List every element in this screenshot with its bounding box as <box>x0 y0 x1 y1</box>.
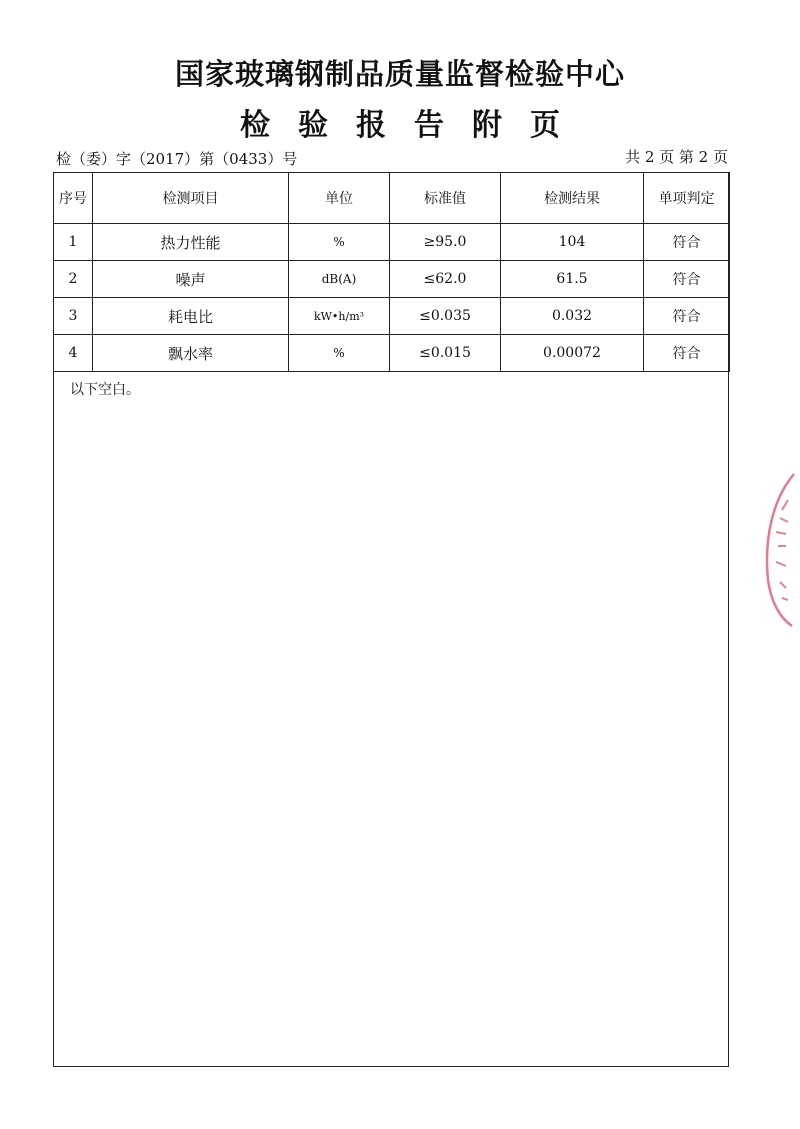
table-row <box>54 298 730 335</box>
report-subtitle: 检验报告附页 <box>240 108 588 143</box>
table-row <box>54 261 730 298</box>
report-number: 检（委）字（2017）第（0433）号 <box>56 150 298 168</box>
cell-unit: % <box>289 335 390 372</box>
col-header-no: 序号 <box>54 173 93 224</box>
col-header-standard: 标准值 <box>390 173 501 224</box>
cell-verdict: 符合 <box>644 224 730 261</box>
blank-below-note: 以下空白。 <box>70 382 140 398</box>
cell-no: 4 <box>54 335 93 372</box>
seal-stamp-icon <box>758 470 798 630</box>
cell-result: 104 <box>501 224 644 261</box>
cell-result: 0.032 <box>501 298 644 335</box>
cell-unit: kW•h/m³ <box>289 298 390 335</box>
cell-standard: ≤62.0 <box>390 261 501 298</box>
table-row <box>54 335 730 372</box>
cell-standard: ≥95.0 <box>390 224 501 261</box>
col-header-verdict: 单项判定 <box>644 173 730 224</box>
cell-standard: ≤0.015 <box>390 335 501 372</box>
cell-no: 3 <box>54 298 93 335</box>
cell-item: 热力性能 <box>93 224 289 261</box>
cell-result: 0.00072 <box>501 335 644 372</box>
cell-no: 1 <box>54 224 93 261</box>
cell-item: 飘水率 <box>93 335 289 372</box>
cell-verdict: 符合 <box>644 335 730 372</box>
cell-standard: ≤0.035 <box>390 298 501 335</box>
col-header-item: 检测项目 <box>93 173 289 224</box>
cell-unit: dB(A) <box>289 261 390 298</box>
table-row <box>54 224 730 261</box>
cell-no: 2 <box>54 261 93 298</box>
cell-verdict: 符合 <box>644 298 730 335</box>
col-header-result: 检测结果 <box>501 173 644 224</box>
cell-verdict: 符合 <box>644 261 730 298</box>
cell-unit: % <box>289 224 390 261</box>
org-title: 国家玻璃钢制品质量监督检验中心 <box>174 57 625 91</box>
cell-result: 61.5 <box>501 261 644 298</box>
table-header-row <box>54 173 730 224</box>
cell-item: 耗电比 <box>93 298 289 335</box>
results-table <box>53 172 730 372</box>
cell-item: 噪声 <box>93 261 289 298</box>
page-info: 共 2 页 第 2 页 <box>625 148 728 166</box>
col-header-unit: 单位 <box>289 173 390 224</box>
